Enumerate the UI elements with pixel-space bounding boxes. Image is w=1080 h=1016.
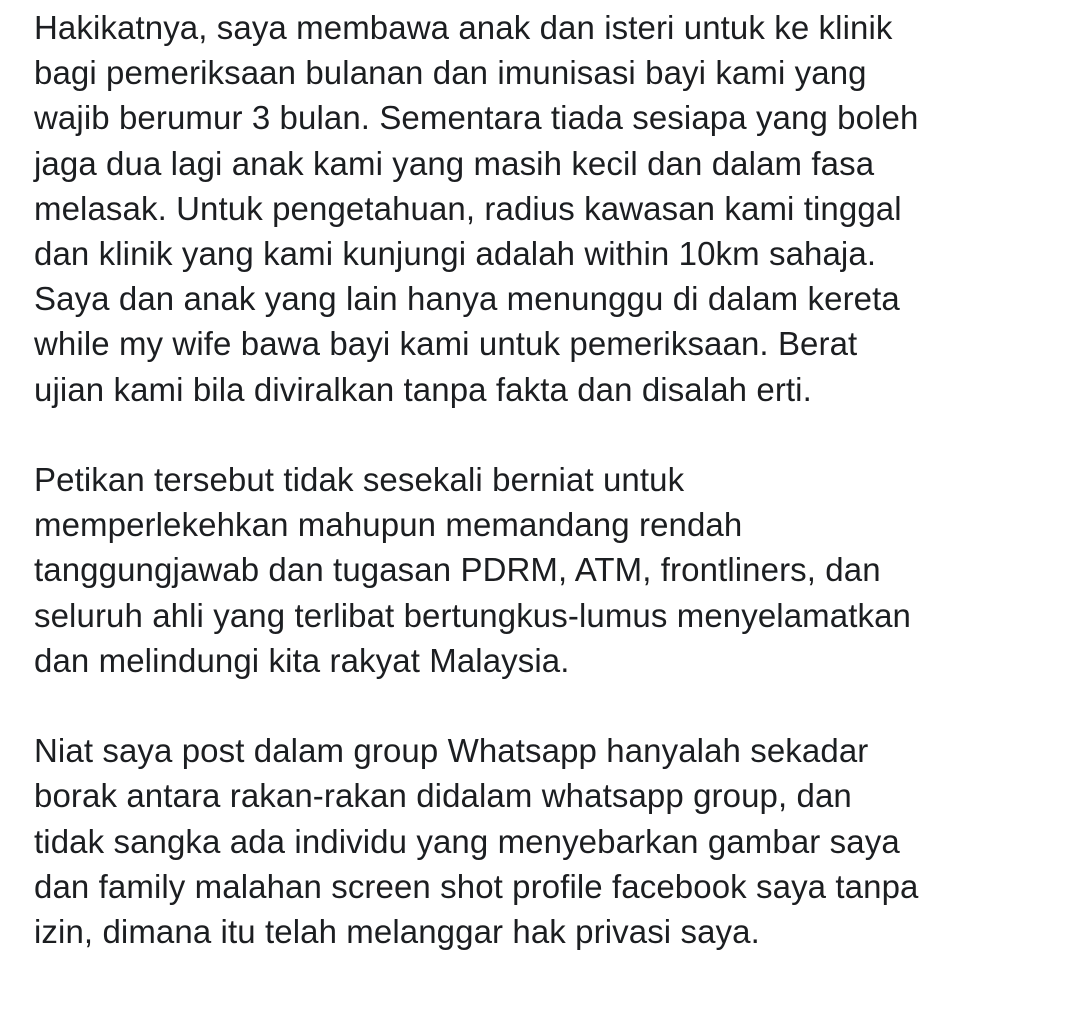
text-line: memperlekehkan mahupun memandang rendah xyxy=(34,506,743,544)
text-line: jaga dua lagi anak kami yang masih kecil dan dalam fasa xyxy=(34,144,875,182)
paragraph-2 xyxy=(34,457,1074,683)
paragraph-1 xyxy=(34,5,1074,412)
text-line: while my wife bawa bayi kami untuk pemeriksaan. Berat xyxy=(34,325,858,363)
text-line: borak antara rakan-rakan didalam whatsapp group, dan xyxy=(34,777,852,815)
text-line: izin, dimana itu telah melanggar hak privasi saya. xyxy=(34,913,760,951)
text-line: Saya dan anak yang lain hanya menunggu di dalam kereta xyxy=(34,280,900,318)
post-body xyxy=(34,5,1074,954)
text-line: bagi pemeriksaan bulanan dan imunisasi bayi kami yang xyxy=(34,54,867,92)
text-line: dan family malahan screen shot profile facebook saya tanpa xyxy=(34,867,919,905)
text-line: wajib berumur 3 bulan. Sementara tiada sesiapa yang boleh xyxy=(34,99,919,137)
text-line: seluruh ahli yang terlibat bertungkus-lumus menyelamatkan xyxy=(34,596,911,634)
text-line: Niat saya post dalam group Whatsapp hanyalah sekadar xyxy=(34,732,869,770)
text-line: Hakikatnya, saya membawa anak dan isteri untuk ke klinik xyxy=(34,9,893,46)
text-line: ujian kami bila diviralkan tanpa fakta dan disalah erti. xyxy=(34,370,812,408)
text-line: dan klinik yang kami kunjungi adalah within 10km sahaja. xyxy=(34,235,877,273)
text-line: melasak. Untuk pengetahuan, radius kawasan kami tinggal xyxy=(34,189,902,227)
text-line: tidak sangka ada individu yang menyebarkan gambar saya xyxy=(34,822,900,860)
text-line: Petikan tersebut tidak sesekali berniat untuk xyxy=(34,461,685,499)
text-line: tanggungjawab dan tugasan PDRM, ATM, frontliners, dan xyxy=(34,551,881,589)
text-line: dan melindungi kita rakyat Malaysia. xyxy=(34,641,570,679)
paragraph-3 xyxy=(34,728,1074,954)
